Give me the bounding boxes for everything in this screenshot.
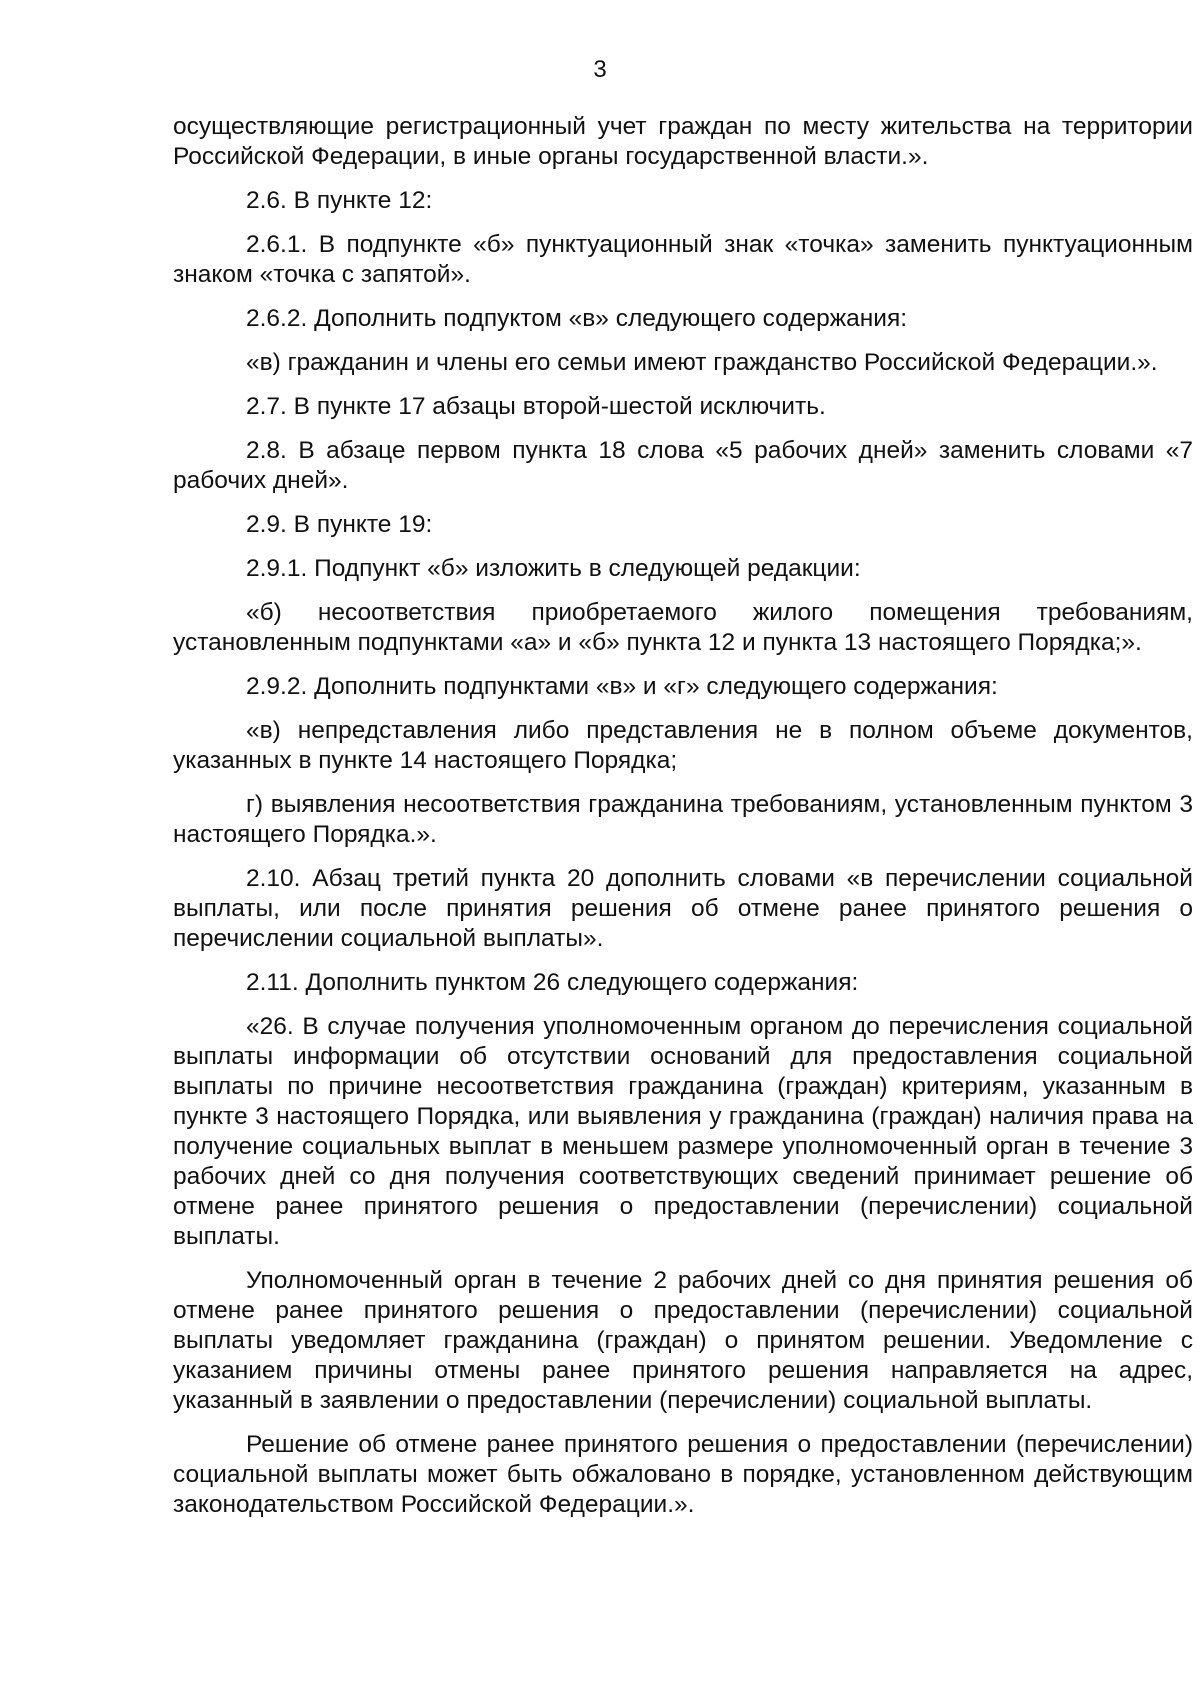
paragraph-2-9-2: 2.9.2. Дополнить подпунктами «в» и «г» следующего содержания: <box>246 673 998 700</box>
paragraph-subitem-v-2: «в) непредставления либо представления не в полном объеме документов, указанных в пункте 14 настоящего Порядка; <box>173 717 1193 774</box>
paragraph-2-11: 2.11. Дополнить пунктом 26 следующего содержания: <box>246 969 859 996</box>
paragraph-subitem-v: «в) гражданин и члены его семьи имеют гражданство Российской Федерации.». <box>246 349 1158 376</box>
paragraph-2-10: 2.10. Абзац третий пункта 20 дополнить словами «в перечислении социальной выплаты, или после принятия решения об отмене ранее принятого решения о перечислении социальной выплаты». <box>173 865 1193 952</box>
paragraph-subitem-g: г) выявления несоответствия гражданина требованиям, установленным пунктом 3 настоящего Порядка.». <box>173 791 1193 848</box>
paragraph-2-9: 2.9. В пункте 19: <box>246 511 433 538</box>
paragraph-2-6: 2.6. В пункте 12: <box>246 187 433 214</box>
paragraph-2-9-1: 2.9.1. Подпункт «б» изложить в следующей редакции: <box>246 555 861 582</box>
paragraph-2-6-1: 2.6.1. В подпункте «б» пунктуационный знак «точка» заменить пунктуационным знаком «точка с запятой». <box>173 231 1193 288</box>
paragraph-continuation: осуществляющие регистрационный учет граждан по месту жительства на территории Российской Федерации, в иные органы государственной власти.». <box>173 113 1193 170</box>
paragraph-2-8: 2.8. В абзаце первом пункта 18 слова «5 рабочих дней» заменить словами «7 рабочих дней». <box>173 437 1193 494</box>
page-number: 3 <box>593 56 607 83</box>
paragraph-point-26: «26. В случае получения уполномоченным органом до перечисления социальной выплаты информации об отсутствии оснований для предоставления социальной выплаты по причине несоответствия гражданина (граждан) критериям, указанным в пункте 3 настоящего Порядка, или выявления у гражданина (граждан) наличия права на получение социальных выплат в меньшем размере уполномоченный орган в течение 3 рабочих дней со дня получения соответствующих сведений принимает решение об отмене ранее принятого решения о предоставлении (перечислении) социальной выплаты. <box>173 1013 1193 1250</box>
document-body <box>173 112 1193 1534</box>
paragraph-2-6-2: 2.6.2. Дополнить подпуктом «в» следующего содержания: <box>246 305 908 332</box>
paragraph-2-7: 2.7. В пункте 17 абзацы второй-шестой исключить. <box>246 393 826 420</box>
paragraph-subitem-b: «б) несоответствия приобретаемого жилого помещения требованиям, установленным подпунктами «а» и «б» пункта 12 и пункта 13 настоящего Порядка;». <box>173 599 1193 656</box>
paragraph-appeal: Решение об отмене ранее принятого решения о предоставлении (перечислении) социальной выплаты может быть обжаловано в порядке, установленном действующим законодательством Российской Федерации.». <box>173 1431 1193 1518</box>
paragraph-notification: Уполномоченный орган в течение 2 рабочих дней со дня принятия решения об отмене ранее принятого решения о предоставлении (перечислении) социальной выплаты уведомляет гражданина (граждан) о принятом решении. Уведомление с указанием причины отмены ранее принятого решения направляется на адрес, указанный в заявлении о предоставлении (перечислении) социальной выплаты. <box>173 1267 1193 1414</box>
